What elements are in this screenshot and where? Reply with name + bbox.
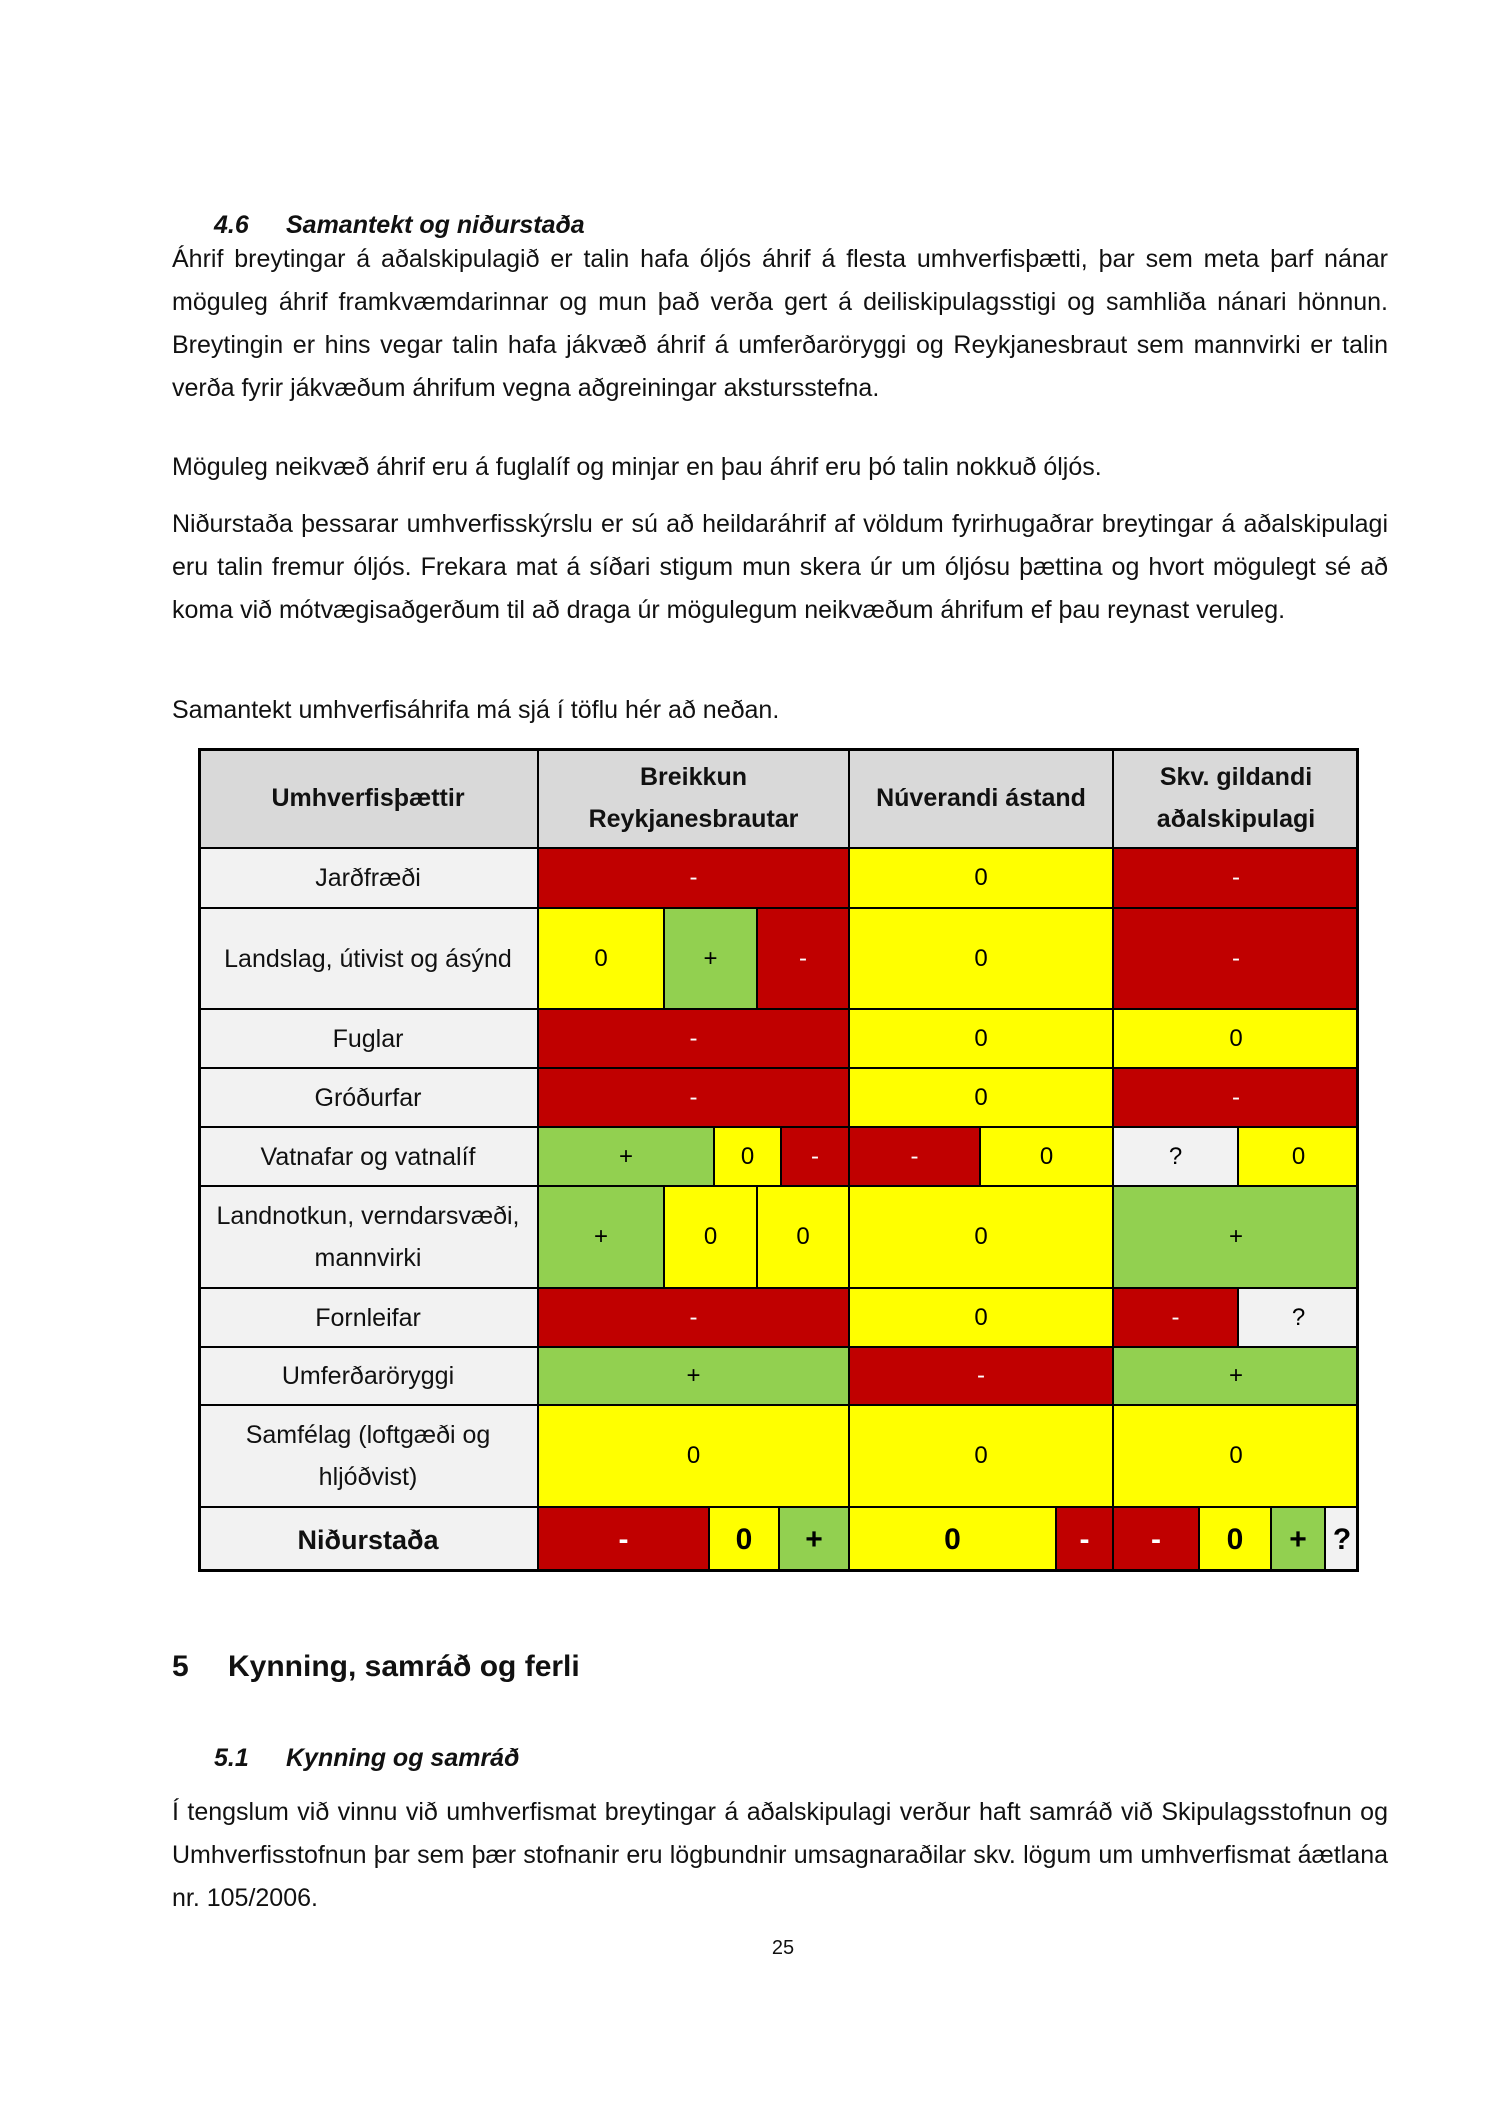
impact-cell-neutral	[849, 1405, 1113, 1507]
cell-text: +	[593, 1223, 608, 1250]
cell-text: -	[811, 1142, 819, 1170]
impact-cell-negative	[538, 1068, 849, 1127]
cell-text: -	[689, 1024, 698, 1052]
cell-text: -	[1232, 944, 1240, 972]
table-header-cell	[849, 748, 1113, 848]
impact-cell-neutral	[849, 1288, 1113, 1347]
impact-cell-negative	[1056, 1507, 1113, 1572]
impact-cell-uncertain	[1325, 1507, 1359, 1572]
cell-text: ?	[1168, 1142, 1183, 1170]
cell-text: 0	[1226, 1522, 1244, 1556]
impact-cell-neutral	[849, 1186, 1113, 1288]
row-label	[198, 1347, 538, 1405]
impact-cell-negative	[538, 1288, 849, 1347]
cell-text: +	[703, 944, 718, 972]
impact-cell-neutral	[538, 908, 664, 1009]
cell-text: 0	[974, 864, 988, 891]
table-header-cell	[538, 748, 849, 848]
impact-cell-positive	[538, 1186, 664, 1288]
section-heading-5-1	[214, 1743, 814, 1773]
cell-text: Skv. gildandi aðalskipulagi	[1156, 763, 1316, 833]
cell-text: ?	[1332, 1522, 1352, 1556]
chapter-heading-5	[172, 1649, 872, 1685]
impact-cell-neutral	[1238, 1127, 1359, 1186]
row-label	[198, 1068, 538, 1127]
impact-cell-negative	[1113, 1288, 1238, 1347]
impact-cell-neutral	[714, 1127, 781, 1186]
cell-text: Umferðaröryggi	[281, 1362, 455, 1390]
impact-cell-neutral	[664, 1186, 757, 1288]
impact-cell-neutral	[849, 848, 1113, 908]
cell-text: -	[1232, 864, 1240, 891]
table-intro: Samantekt umhverfisáhrifa má sjá í töflu hér að neðan.	[172, 696, 780, 724]
cell-text: -	[689, 864, 698, 891]
cell-text: 0	[974, 944, 988, 972]
cell-text: ?	[1291, 1303, 1306, 1331]
row-label	[198, 1186, 538, 1288]
impact-cell-negative	[538, 848, 849, 908]
cell-text: +	[1228, 1362, 1243, 1389]
cell-text: 0	[974, 1024, 988, 1052]
cell-text: -	[689, 1303, 698, 1331]
environmental-impact-summary-table	[198, 748, 1359, 1572]
summary-row-label	[198, 1507, 538, 1572]
cell-text: -	[799, 944, 807, 972]
page-number: 25	[771, 1937, 795, 1959]
cell-text: -	[910, 1142, 919, 1170]
impact-cell-negative	[781, 1127, 849, 1186]
paragraph: Niðurstaða þessarar umhverfisskýrslu er sú að heildaráhrif af völdum fyrirhugaðrar breytingar á aðalskipulagi eru talin fremur óljós. Frekara mat á síðari stigum mun skera úr um óljósu þættina og hvort mögulegt sé að koma við mótvægisaðgerðum til að draga úr mögulegum neikvæðum áhrifum ef þau reynast veruleg.	[172, 510, 1388, 624]
cell-text: Landslag, útivist og ásýnd	[224, 944, 512, 973]
cell-text: 0	[974, 1223, 988, 1250]
cell-text: -	[618, 1522, 629, 1556]
cell-text: +	[805, 1522, 823, 1556]
cell-text: Samfélag (loftgæði og hljóðvist)	[245, 1421, 491, 1491]
cell-text: Fuglar	[332, 1024, 404, 1053]
cell-text: 0	[686, 1442, 701, 1469]
row-label	[198, 1288, 538, 1347]
cell-text: -	[1232, 1083, 1240, 1111]
impact-cell-neutral	[849, 908, 1113, 1009]
cell-text: -	[1151, 1522, 1161, 1556]
impact-cell-neutral	[849, 1009, 1113, 1068]
table-header-cell	[198, 748, 538, 848]
impact-cell-neutral	[757, 1186, 849, 1288]
impact-cell-negative	[849, 1127, 980, 1186]
cell-text: +	[618, 1142, 633, 1170]
impact-cell-negative	[1113, 908, 1359, 1009]
row-label	[198, 1127, 538, 1186]
cell-text: 0	[735, 1522, 753, 1556]
cell-text: 0	[1291, 1142, 1306, 1170]
impact-cell-positive	[779, 1507, 849, 1572]
cell-text: Umhverfisþættir	[271, 784, 465, 812]
cell-text: -	[1171, 1303, 1180, 1331]
section-title: Kynning og samráð	[286, 1744, 520, 1772]
impact-cell-positive	[1113, 1347, 1359, 1405]
impact-cell-neutral	[849, 1507, 1056, 1572]
row-label	[198, 1009, 538, 1068]
paragraph: Áhrif breytingar á aðalskipulagið er talin hafa óljós áhrif á flesta umhverfisþætti, þar sem meta þarf nánar möguleg áhrif framkvæmdarinnar og mun það verða gert á deiliskipulagsstigi og samhliða nánari hönnun. Breytingin er hins vegar talin hafa jákvæð áhrif á umferðaröryggi og Reykjanesbraut sem mannvirki er talin verða fyrir jákvæðum áhrifum vegna aðgreiningar akstursstefna.	[172, 245, 1388, 402]
impact-cell-neutral	[1199, 1507, 1271, 1572]
impact-cell-negative	[757, 908, 849, 1009]
cell-text: 0	[740, 1142, 755, 1170]
impact-cell-neutral	[849, 1068, 1113, 1127]
impact-cell-uncertain	[1113, 1127, 1238, 1186]
cell-text: 0	[974, 1083, 988, 1111]
cell-text: Fornleifar	[315, 1303, 421, 1332]
chapter-title: Kynning, samráð og ferli	[228, 1650, 580, 1683]
impact-cell-neutral	[538, 1405, 849, 1507]
section-number: 5.1	[214, 1744, 249, 1772]
impact-cell-negative	[1113, 1507, 1199, 1572]
impact-cell-neutral	[980, 1127, 1113, 1186]
cell-text: 0	[1229, 1442, 1243, 1469]
impact-cell-neutral	[709, 1507, 779, 1572]
cell-text: Niðurstaða	[297, 1524, 439, 1555]
cell-text: 0	[974, 1303, 988, 1331]
row-label	[198, 1405, 538, 1507]
impact-cell-negative	[1113, 848, 1359, 908]
cell-text: +	[1289, 1522, 1307, 1556]
cell-text: 0	[796, 1223, 810, 1250]
impact-cell-neutral	[1113, 1009, 1359, 1068]
section-number: 4.6	[214, 211, 249, 239]
section-title: Samantekt og niðurstaða	[286, 211, 585, 239]
impact-cell-positive	[538, 1347, 849, 1405]
section-heading-4-6	[214, 210, 814, 240]
paragraph: Í tengslum við vinnu við umhverfismat breytingar á aðalskipulagi verður haft samráð við Skipulagsstofnun og Umhverfisstofnun þar sem þær stofnanir eru lögbundnir umsagnaraðilar skv. lögum um umhverfismat áætlana nr. 105/2006.	[172, 1798, 1388, 1912]
impact-cell-neutral	[1113, 1405, 1359, 1507]
cell-text: Núverandi ástand	[876, 784, 1086, 812]
cell-text: Breikkun Reykjanesbrautar	[588, 763, 799, 833]
cell-text: -	[977, 1362, 985, 1389]
row-label	[198, 848, 538, 908]
impact-cell-negative	[538, 1507, 709, 1572]
impact-cell-negative	[1113, 1068, 1359, 1127]
cell-text: 0	[594, 944, 608, 972]
cell-text: Vatnafar og vatnalíf	[260, 1142, 476, 1171]
cell-text: +	[686, 1362, 701, 1389]
row-label	[198, 908, 538, 1009]
table-header-cell	[1113, 748, 1359, 848]
impact-cell-positive	[664, 908, 757, 1009]
cell-text: 0	[974, 1442, 988, 1469]
cell-text: +	[1228, 1223, 1243, 1250]
impact-cell-positive	[538, 1127, 714, 1186]
cell-text: -	[1079, 1522, 1090, 1556]
impact-cell-positive	[1113, 1186, 1359, 1288]
cell-text: Landnotkun, verndarsvæði, mannvirki	[216, 1202, 520, 1272]
cell-text: Jarðfræði	[315, 864, 421, 892]
impact-cell-negative	[849, 1347, 1113, 1405]
cell-text: 0	[1039, 1142, 1054, 1170]
cell-text: -	[689, 1083, 698, 1111]
impact-cell-uncertain	[1238, 1288, 1359, 1347]
cell-text: Gróðurfar	[314, 1083, 422, 1112]
chapter-number: 5	[172, 1650, 189, 1683]
paragraph: Möguleg neikvæð áhrif eru á fuglalíf og minjar en þau áhrif eru þó talin nokkuð óljós.	[172, 453, 1102, 481]
impact-cell-positive	[1271, 1507, 1325, 1572]
cell-text: 0	[944, 1522, 961, 1556]
impact-cell-negative	[538, 1009, 849, 1068]
cell-text: 0	[703, 1223, 718, 1250]
cell-text: 0	[1229, 1024, 1243, 1052]
